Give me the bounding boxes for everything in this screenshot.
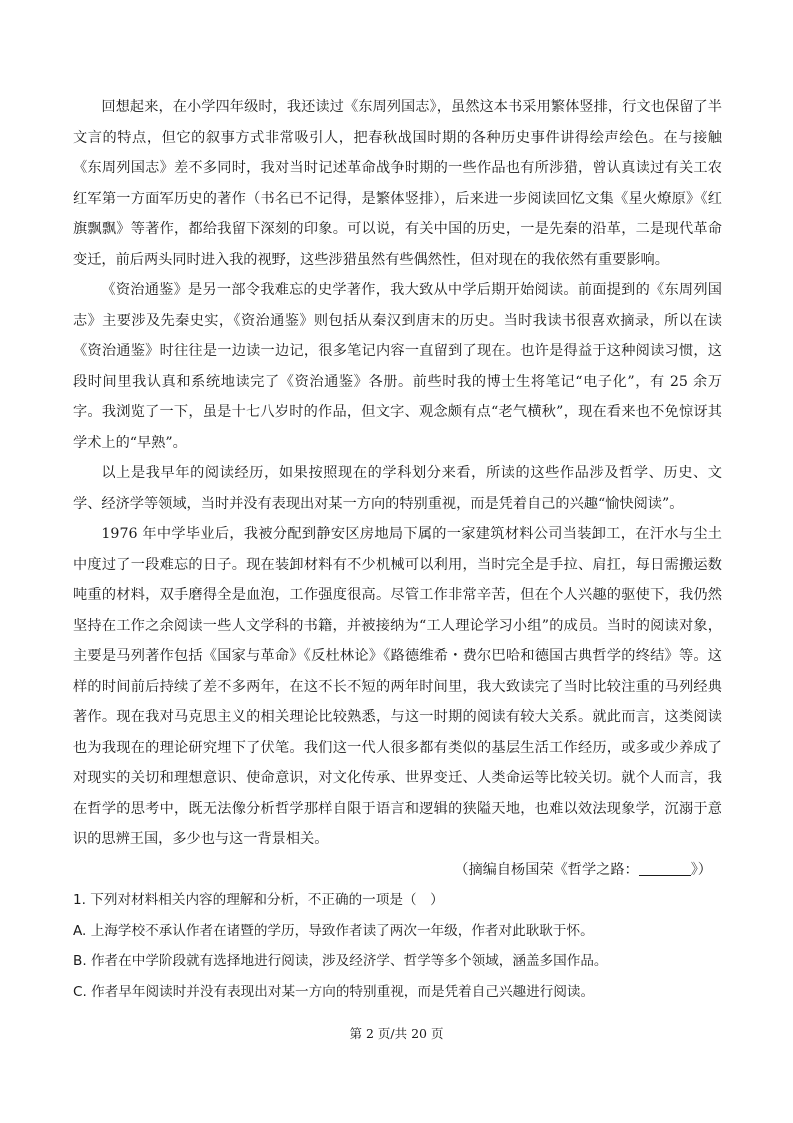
- paragraph-1: 回想起来，在小学四年级时，我还读过《东周列国志》，虽然这本书采用繁体竖排，行文也保留了半文言的特点，但它的叙事方式非常吸引人，把春秋战国时期的各种历史事件讲得绘声绘色。在与接触《东周列国志》差不多同时，我对当时记述革命战争时期的一些作品也有所涉猎，曾认真读过有关工农红军第一方面军历史的著作（书名已不记得，是繁体竖排），后来进一步阅读回忆文集《星火燎原》《红旗飘飘》等著作，都给我留下深刻的印象。可以说，有关中国的历史，一是先秦的沿革，二是现代革命变迁，前后两头同时进入我的视野，这些涉猎虽然有些偶然性，但对现在的我依然有重要影响。: [73, 99, 722, 268]
- source-suffix: 》）: [690, 861, 712, 878]
- title-blank: [639, 861, 691, 876]
- page-number-footer: 第 2 页/共 20 页: [349, 1026, 444, 1041]
- option-c: C. 作者早年阅读时并没有表现出对某一方向的特别重视，而是凭着自己兴趣进行阅读。: [73, 983, 595, 1000]
- paragraph-2: 《资治通鉴》是另一部令我难忘的史学著作，我大致从中学后期开始阅读。前面提到的《东周列国志》主要涉及先秦史实，《资治通鉴》则包括从秦汉到唐末的历史。当时我读书很喜欢摘录，所以在读《资治通鉴》时往往是一边读一边记，很多笔记内容一直留到了现在。也许是得益于这种阅读习惯，这段时间里我认真和系统地读完了《资治通鉴》各册。前些时我的博士生将笔记“电子化”，有 25 余万字。我浏览了一下，虽是十七八岁时的作品，但文字、观念颇有点“老气横秋”，现在看来也不免惊讶其学术上的“早熟”。: [73, 282, 722, 451]
- paragraph-3: 以上是我早年的阅读经历，如果按照现在的学科划分来看，所读的这些作品涉及哲学、历史、文学、经济学等领域，当时并没有表现出对某一方向的特别重视，而是凭着自己的兴趣“愉快阅读”。: [73, 465, 722, 512]
- article-body: [73, 92, 722, 1007]
- source-citation: [73, 855, 722, 886]
- paragraph-4: 1976 年中学毕业后，我被分配到静安区房地局下属的一家建筑材料公司当装卸工，在汗水与尘土中度过了一段难忘的日子。现在装卸材料有不少机械可以利用，当时完全是手拉、肩扛，每日需搬运数吨重的材料，双手磨得全是血泡，工作强度很高。尽管工作非常辛苦，但在个人兴趣的驱使下，我仍然坚持在工作之余阅读一些人文学科的书籍，并被接纳为“工人理论学习小组”的成员。当时的阅读对象，主要是马列著作包括《国家与革命》《反杜林论》《路德维希・费尔巴哈和德国古典哲学的终结》等。这样的时间前后持续了差不多两年，在这不长不短的两年时间里，我大致读完了当时比较注重的马列经典著作。现在我对马克思主义的相关理论比较熟悉，与这一时期的阅读有较大关系。就此而言，这类阅读也为我现在的理论研究埋下了伏笔。我们这一代人很多都有类似的基层生活工作经历，或多或少养成了对现实的关切和理想意识、使命意识，对文化传承、世界变迁、人类命运等比较关切。就个人而言，我在哲学的思考中，既无法像分析哲学那样自限于语言和逻辑的狭隘天地，也难以效法现象学，沉溺于意识的思辨王国，多少也与这一背景相关。: [73, 526, 722, 847]
- option-a: A. 上海学校不承认作者在诸暨的学历，导致作者读了两次一年级，作者对此耿耿于怀。: [73, 922, 594, 939]
- question-stem: 1. 下列对材料相关内容的理解和分析，不正确的一项是（ ）: [73, 892, 444, 908]
- source-prefix: （摘编自杨国荣《哲学之路：: [454, 861, 639, 878]
- option-b: B. 作者在中学阶段就有选择地进行阅读，涉及经济学、哲学等多个领域，涵盖多国作品。: [73, 953, 608, 969]
